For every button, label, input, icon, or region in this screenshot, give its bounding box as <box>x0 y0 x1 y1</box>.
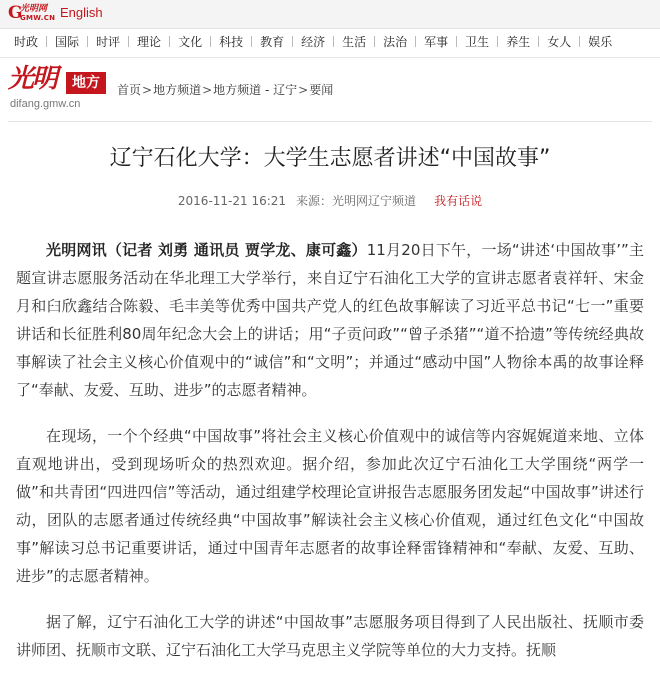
paragraph: 据了解，辽宁石油化工大学的讲述“中国故事”志愿服务项目得到了人民出版社、抚顺市委讲师团、抚顺市文联、辽宁石油化工大学马克思主义学院等单位的大力支持。抚顺 <box>16 613 644 659</box>
nav-item-wenhua[interactable]: 文化 <box>170 34 211 50</box>
paragraph-lead: 光明网讯（记者 刘勇 通讯员 贾学龙、康可鑫） <box>46 241 367 259</box>
article-body <box>16 236 644 682</box>
nav-item-jiaoyu[interactable]: 教育 <box>252 34 293 50</box>
nav-item-junshi[interactable]: 军事 <box>416 34 457 50</box>
site-logo-g: G <box>8 3 23 23</box>
nav-item-yangsheng[interactable]: 养生 <box>498 34 539 50</box>
breadcrumb-separator: > <box>142 83 153 97</box>
nav-item-weisheng[interactable]: 卫生 <box>457 34 498 50</box>
article-title: 辽宁石化大学：大学生志愿者讲述“中国故事” <box>109 146 551 171</box>
nav-item-shiping[interactable]: 时评 <box>88 34 129 50</box>
article-date: 2016-11-21 16:21 <box>177 194 287 208</box>
nav-item-guoji[interactable]: 国际 <box>47 34 88 50</box>
nav-item-shizheng[interactable]: 时政 <box>6 34 47 50</box>
nav-item-nvren[interactable]: 女人 <box>539 34 580 50</box>
paragraph-text: 11月20日下午，一场“讲述‘中国故事’”主题宣讲志愿服务活动在华北理工大学举行，来自辽宁石油化工大学的宣讲志愿者袁祥轩、宋金月和臼欣鑫结合陈毅、毛丰美等优秀中国共产党人的红色故事解读了习近平总书记“七一”重要讲话和长征胜利80周年纪念大会上的讲话；用“子贡问政”“曾子杀猪”“道不拾遗”等传统经典故事解读了社会主义核心价值观中的“诚信”和“文明”；并通过“感动中国”人物徐本禹的故事诠释了“奉献、友爱、互助、进步”的志愿者精神。 <box>16 241 644 399</box>
english-link[interactable]: English <box>60 5 103 20</box>
breadcrumb-local-channel[interactable]: 地方频道 <box>153 83 202 97</box>
breadcrumb-separator: > <box>298 83 309 97</box>
nav-list <box>6 34 620 50</box>
channel-domain: difang.gmw.cn <box>10 98 81 110</box>
site-logo-en: GMW.CN <box>20 14 56 22</box>
nav-item-lilun[interactable]: 理论 <box>129 34 170 50</box>
site-logo-cn: 光明网 <box>20 4 48 14</box>
breadcrumb-liaoning[interactable]: 地方频道 - 辽宁 <box>213 83 298 97</box>
channel-brand: 光明 <box>8 64 57 94</box>
nav-item-fazhi[interactable]: 法治 <box>375 34 416 50</box>
comment-link[interactable]: 我有话说 <box>434 194 483 208</box>
paragraph <box>16 236 644 404</box>
article-source: 来源：光明网辽宁频道 <box>296 194 417 208</box>
nav-item-shenghuo[interactable]: 生活 <box>334 34 375 50</box>
top-bar <box>0 0 660 29</box>
breadcrumb <box>117 82 333 98</box>
channel-logo[interactable] <box>8 64 108 114</box>
breadcrumb-news[interactable]: 要闻 <box>309 83 334 97</box>
article-meta <box>0 193 660 209</box>
channel-box: 地方 <box>66 72 106 94</box>
breadcrumb-home[interactable]: 首页 <box>117 83 142 97</box>
main-nav <box>0 29 660 58</box>
header-divider <box>8 121 652 122</box>
nav-item-keji[interactable]: 科技 <box>211 34 252 50</box>
paragraph: 在现场，一个个经典“中国故事”将社会主义核心价值观中的诚信等内容娓娓道来地、立体直观地讲出，受到现场听众的热烈欢迎。据介绍，参加此次辽宁石油化工大学围绕“两学一做”和共青团“四进四信”等活动，通过组建学校理论宣讲报告志愿服务团发起“中国故事”讲述行动，团队的志愿者通过传统经典“中国故事”解读社会主义核心价值观，通过红色文化“中国故事”解读习总书记重要讲话，通过中国青年志愿者的故事诠释雷锋精神和“奉献、友爱、互助、进步”的志愿者精神。 <box>16 427 644 585</box>
breadcrumb-separator: > <box>202 83 213 97</box>
nav-item-yule[interactable]: 娱乐 <box>588 35 613 49</box>
nav-item-jingji[interactable]: 经济 <box>293 34 334 50</box>
site-logo[interactable] <box>8 3 56 24</box>
